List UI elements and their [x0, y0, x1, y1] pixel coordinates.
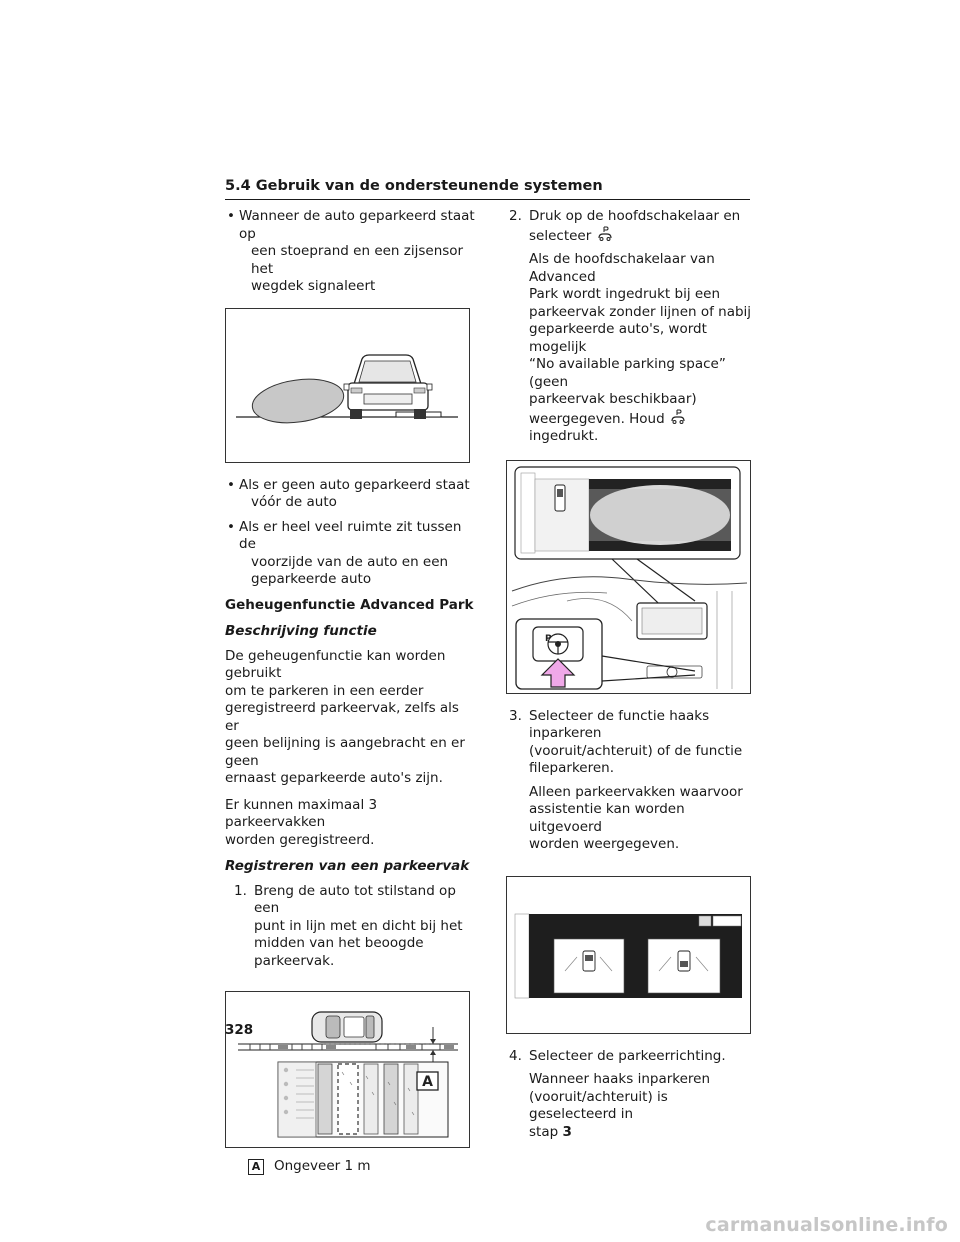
legend-text: Ongeveer 1 m	[274, 1158, 371, 1174]
bullet-no-car-ahead	[225, 477, 475, 512]
text-line: (vooruit/achteruit) of de functie	[529, 742, 743, 759]
legend-key: A	[248, 1159, 264, 1175]
text-line	[529, 409, 754, 446]
bullet-large-gap	[225, 519, 475, 589]
text-line: om te parkeren in een eerder	[225, 682, 424, 699]
subheading-description: Beschrijving functie	[225, 623, 377, 639]
text-line: worden geregistreerd.	[225, 831, 375, 848]
right-column	[509, 208, 754, 1141]
figure-parking-overhead	[225, 991, 470, 1148]
text-line: Selecteer de functie haaks inparkeren	[529, 707, 710, 741]
text-line: voorzijde van de auto en een	[251, 553, 449, 570]
text-line: geregistreerd parkeervak, zelfs als er	[225, 700, 459, 734]
curb-car-illustration	[226, 309, 469, 462]
text-fragment: stap	[529, 1123, 559, 1140]
text-line: Als de hoofdschakelaar van Advanced	[529, 251, 715, 285]
text-line: • Wanneer de auto geparkeerd staat op	[239, 208, 475, 242]
text-line: een stoeprand en een zijsensor het	[251, 243, 464, 277]
bullet-curb-sensor	[225, 208, 475, 296]
parking-selection-screen	[507, 877, 750, 1033]
step-reference: 3	[562, 1123, 572, 1140]
figure-dashboard-switch	[506, 460, 751, 694]
legend-row	[225, 1158, 475, 1176]
switch-p-label: P	[545, 633, 552, 644]
text-line: geparkeerde auto	[251, 571, 372, 587]
advanced-park-icon	[669, 409, 687, 425]
step-number: 4.	[509, 1047, 522, 1064]
text-line: De geheugenfunctie kan worden gebruikt	[225, 647, 446, 681]
step-4	[509, 1048, 754, 1142]
text-line: Park wordt ingedrukt bij een	[529, 286, 721, 302]
text-line	[529, 226, 754, 246]
figure-curb-car	[225, 308, 470, 463]
text-line: “No available parking space” (geen	[529, 356, 726, 390]
text-line: • Als er geen auto geparkeerd staat	[239, 476, 470, 493]
text-line: vóór de auto	[251, 494, 337, 510]
advanced-park-icon	[596, 226, 614, 242]
dashboard-illustration	[507, 461, 750, 693]
text-line: assistentie kan worden uitgevoerd	[529, 801, 685, 835]
paragraph-description	[225, 648, 475, 788]
text-line: parkeervak zonder lijnen of nabij	[529, 303, 752, 320]
parking-overhead-illustration	[226, 992, 469, 1147]
text-line	[529, 1124, 754, 1142]
text-line: Breng de auto tot stilstand op een	[254, 882, 456, 916]
page-number: 328	[225, 1022, 254, 1038]
text-line: midden van het beoogde parkeervak.	[254, 935, 424, 969]
step-number: 3.	[509, 707, 522, 724]
paragraph-max-spaces	[225, 797, 475, 850]
text-line: Druk op de hoofdschakelaar en	[529, 208, 741, 224]
text-line: Er kunnen maximaal 3 parkeervakken	[225, 796, 378, 830]
marker-a-label: A	[422, 1074, 433, 1090]
step-1	[234, 883, 475, 971]
text-line: (vooruit/achteruit) is geselecteerd in	[529, 1088, 668, 1122]
text-fragment: weergegeven. Houd	[529, 410, 665, 427]
step-2	[509, 208, 754, 446]
text-line: geparkeerde auto's, wordt mogelijk	[529, 321, 707, 355]
step-number: 1.	[234, 882, 247, 899]
figure-parking-selection	[506, 876, 751, 1034]
text-line: worden weergegeven.	[529, 836, 680, 852]
heading-memory-function: Geheugenfunctie Advanced Park	[225, 596, 474, 613]
section-title: 5.4 Gebruik van de ondersteunende systemen	[225, 178, 750, 200]
text-line: punt in lijn met en dicht bij het	[254, 917, 463, 934]
text-line: Selecteer de parkeerrichting.	[529, 1047, 726, 1064]
step-3	[509, 708, 754, 854]
text-line: wegdek signaleert	[251, 278, 376, 294]
step-number: 2.	[509, 208, 522, 224]
text-line: Alleen parkeervakken waarvoor	[529, 783, 743, 800]
text-line: parkeervak beschikbaar)	[529, 391, 697, 407]
text-line: Wanneer haaks inparkeren	[529, 1071, 711, 1087]
text-line: ernaast geparkeerde auto's zijn.	[225, 770, 443, 786]
text-line: • Als er heel veel ruimte zit tussen de	[239, 518, 462, 552]
left-column	[225, 208, 475, 1176]
text-line: fileparkeren.	[529, 760, 615, 776]
subheading-register: Registreren van een parkeervak	[225, 858, 470, 874]
text-fragment: ingedrukt.	[529, 428, 599, 444]
text-line: geen belijning is aangebracht en er geen	[225, 735, 465, 769]
watermark: carmanualsonline.info	[705, 1214, 948, 1236]
text-fragment: selecteer	[529, 227, 592, 244]
